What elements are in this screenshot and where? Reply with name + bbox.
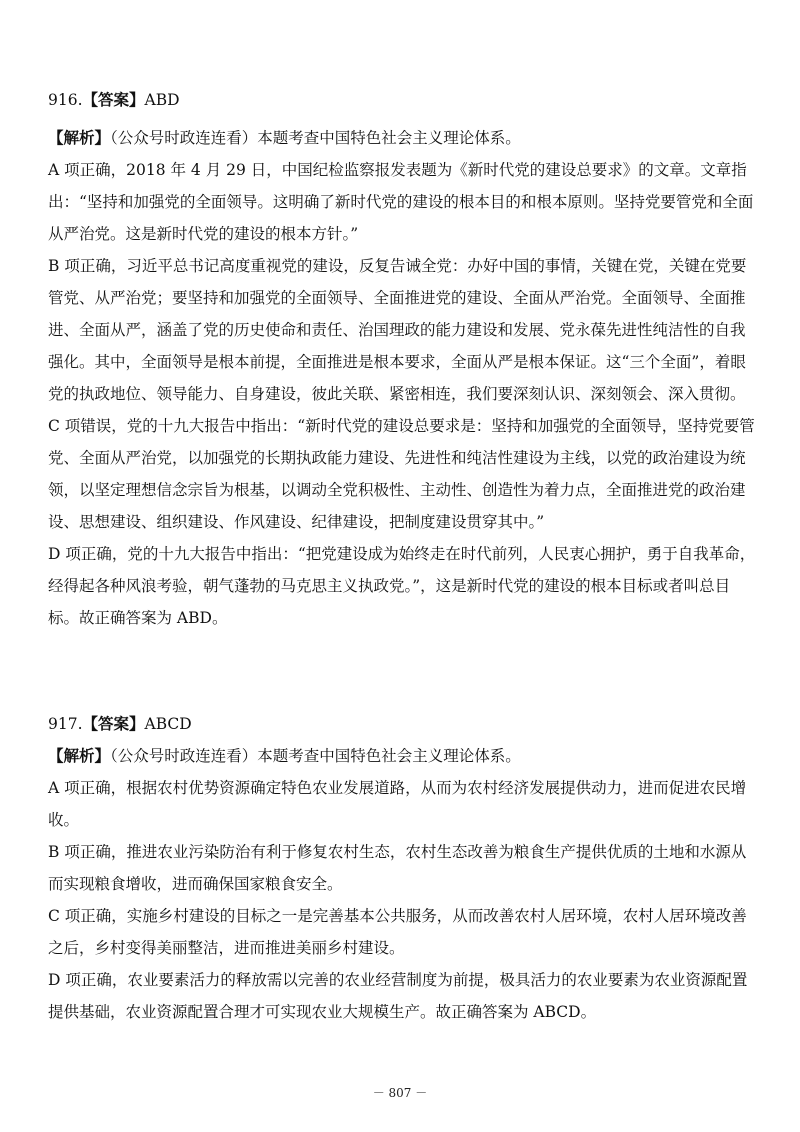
analysis-intro: （公众号时政连连看）本题考查中国特色社会主义理论体系。 <box>110 747 521 765</box>
option-c-paragraph: C 项错误，党的十九大报告中指出：“新时代党的建设总要求是：坚持和加强党的全面领导，坚持党要管党、全面从严治党，以加强党的长期执政能力建设、先进性和纯洁性建设为主线，以党的政治建设为统领，以坚定理想信念宗旨为根基，以调动全党积极性、主动性、创造性为着力点，全面推进党的政治建设、思想建设、组织建设、作风建设、纪律建设，把制度建设贯穿其中。” <box>48 417 755 531</box>
option-a-paragraph: A 项正确，根据农村优势资源确定特色农业发展道路，从而为农村经济发展提供动力，进而促进农民增收。 <box>48 779 747 829</box>
option-b-paragraph: B 项正确，推进农业污染防治有利于修复农村生态，农村生态改善为粮食生产提供优质的土地和水源从而实现粮食增收，进而确保国家粮食安全。 <box>48 843 747 893</box>
question-number: 917. <box>48 715 83 733</box>
analysis-line <box>48 740 758 772</box>
analysis-tag: 【解析】 <box>48 128 111 147</box>
analysis-tag: 【解析】 <box>48 746 111 765</box>
question-917 <box>48 708 758 1028</box>
question-916 <box>48 84 758 634</box>
question-number: 916. <box>48 91 83 109</box>
answer-tag: 【答案】 <box>82 90 145 109</box>
analysis-intro: （公众号时政连连看）本题考查中国特色社会主义理论体系。 <box>110 129 521 147</box>
option-c-paragraph: C 项正确，实施乡村建设的目标之一是完善基本公共服务，从而改善农村人居环境，农村人居环境改善之后，乡村变得美丽整洁，进而推进美丽乡村建设。 <box>48 907 747 957</box>
answer-line <box>48 84 758 116</box>
option-b-paragraph: B 项正确，习近平总书记高度重视党的建设，反复告诫全党：办好中国的事情，关键在党，关键在党要管党、从严治党；要坚持和加强党的全面领导、全面推进党的建设、全面从严治党。全面领导、全面推进、全面从严，涵盖了党的历史使命和责任、治国理政的能力建设和发展、党永葆先进性纯洁性的自我强化。其中，全面领导是根本前提，全面推进是根本要求，全面从严是根本保证。这“三个全面”，着眼党的执政地位、领导能力、自身建设，彼此关联、紧密相连，我们要深刻认识、深刻领会、深入贯彻。 <box>48 257 747 403</box>
page-number: － 807 － <box>372 1086 428 1100</box>
answer-value: ABCD <box>144 715 192 733</box>
analysis-line <box>48 122 758 154</box>
option-d-paragraph: D 项正确，农业要素活力的释放需以完善的农业经营制度为前提，极具活力的农业要素为农业资源配置提供基础，农业资源配置合理才可实现农业大规模生产。故正确答案为 ABCD。 <box>48 971 748 1021</box>
answer-line <box>48 708 758 740</box>
option-d-paragraph: D 项正确，党的十九大报告中指出：“把党建设成为始终走在时代前列，人民衷心拥护，勇于自我革命，经得起各种风浪考验，朝气蓬勃的马克思主义执政党。”，这是新时代党的建设的根本目标或者叫总目标。故正确答案为 ABD。 <box>48 545 756 627</box>
option-a-paragraph: A 项正确，2018 年 4 月 29 日，中国纪检监察报发表题为《新时代党的建设总要求》的文章。文章指出：“坚持和加强党的全面领导。这明确了新时代党的建设的根本目的和根本原则。坚持党要管党和全面从严治党。这是新时代党的建设的根本方针。” <box>48 161 754 243</box>
answer-value: ABD <box>144 91 180 109</box>
answer-tag: 【答案】 <box>82 714 145 733</box>
